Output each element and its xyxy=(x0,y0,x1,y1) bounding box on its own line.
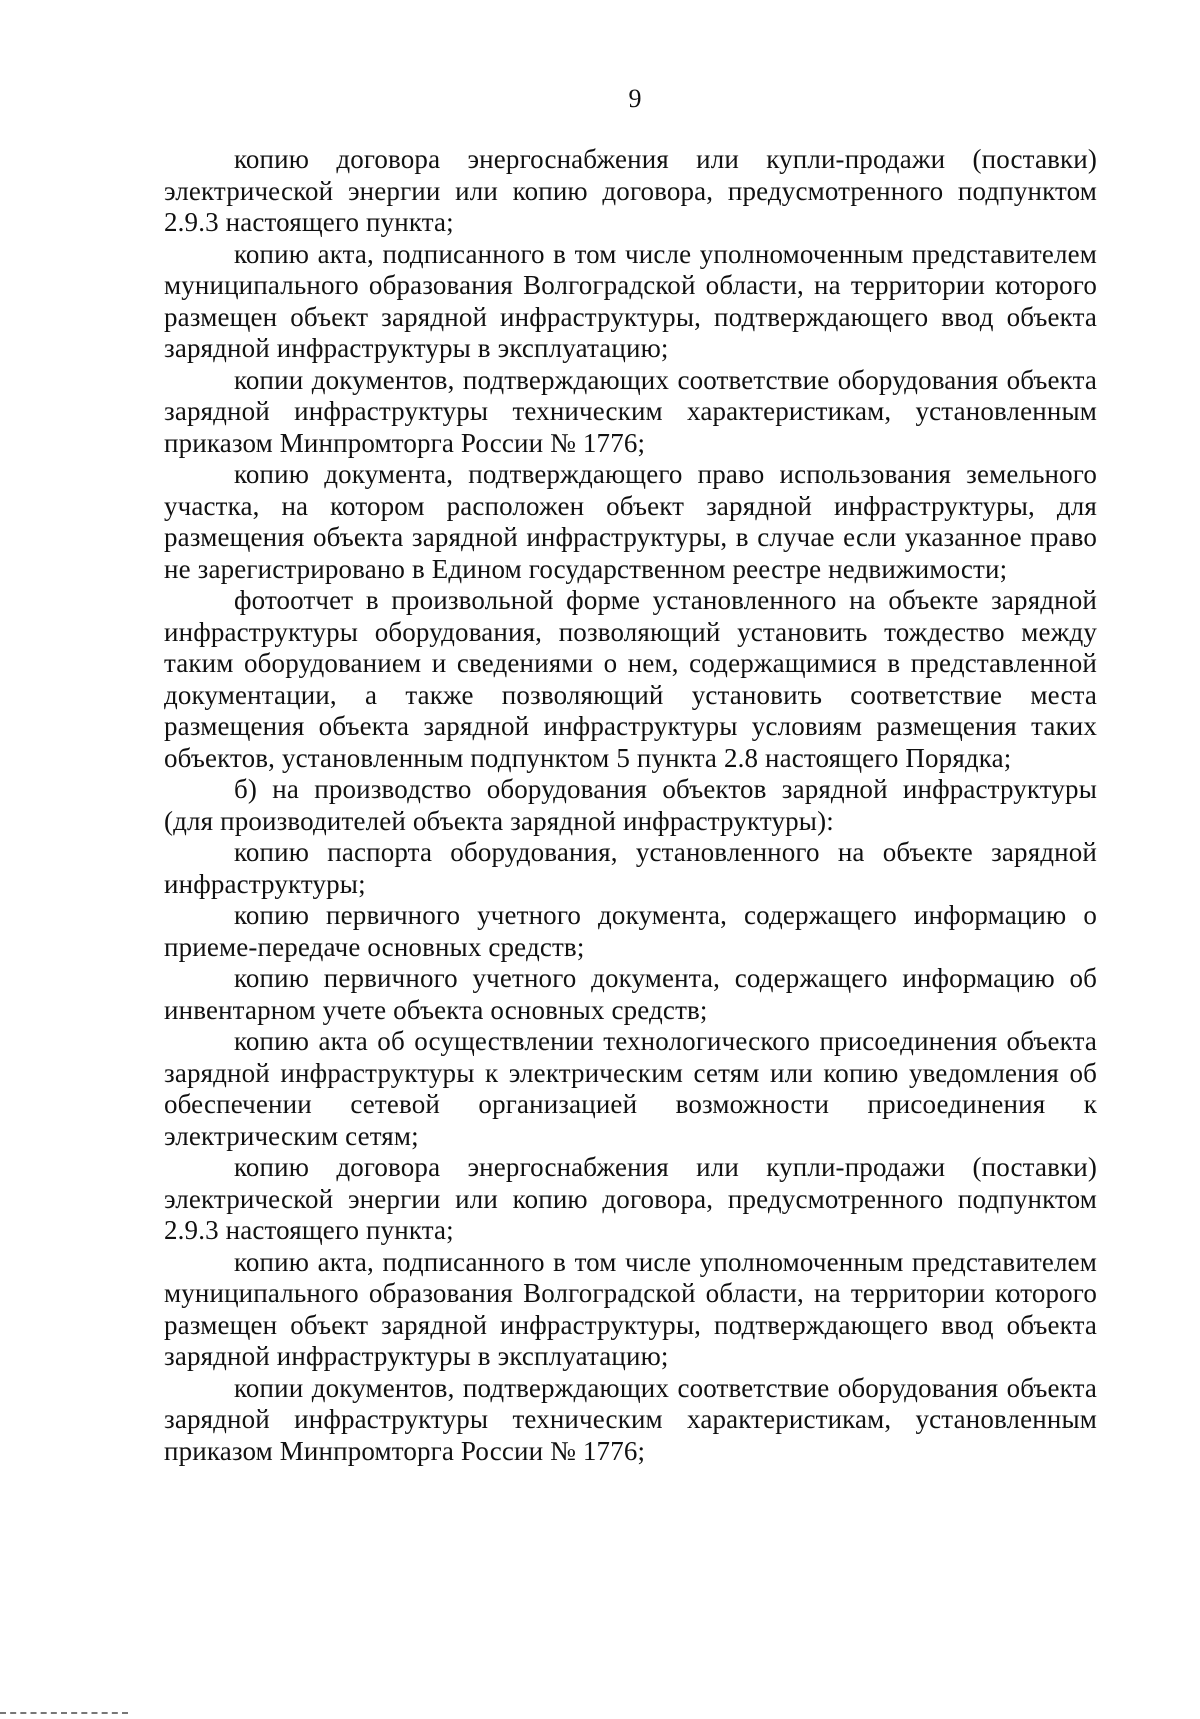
paragraph-inventory-document: копию первичного учетного документа, содержащего информацию об инвентарном учете объекта основных средств; xyxy=(164,963,1097,1025)
paragraph-commissioning-act-1: копию акта, подписанного в том числе уполномоченным представителем муниципального образования Волгоградской области, на территории которого размещен объект зарядной инфраструктуры, подтверждающего ввод объекта зарядной инфраструктуры в эксплуатацию; xyxy=(164,238,1097,363)
paragraph-photo-report: фотоотчет в произвольной форме установленного на объекте зарядной инфраструктуры оборудования, позволяющий установить тождество между таким оборудованием и сведениями о нем, содержащимися в представленной документации, а также позволяющий установить соответствие места размещения объекта зарядной инфраструктуры условиям размещения таких объектов, установленным подпунктом 5 пункта 2.8 настоящего Порядка; xyxy=(164,585,1097,773)
paragraph-land-right-document: копию документа, подтверждающего право использования земельного участка, на котором расположен объект зарядной инфраструктуры, для размещения объекта зарядной инфраструктуры, в случае если указанное право не зарегистрировано в Едином государственном реестре недвижимости; xyxy=(164,459,1097,584)
paragraph-grid-connection-act: копию акта об осуществлении технологического присоединения объекта зарядной инфраструктуры к электрическим сетям или копию уведомления об обеспечении сетевой организацией возможности присоединения к электрическим сетям; xyxy=(164,1026,1097,1151)
paragraph-equipment-passport: копию паспорта оборудования, установленного на объекте зарядной инфраструктуры; xyxy=(164,837,1097,899)
paragraph-equipment-compliance-2: копии документов, подтверждающих соответствие оборудования объекта зарядной инфраструктуры техническим характеристикам, установленным приказом Минпромторга России № 1776; xyxy=(164,1372,1097,1466)
paragraph-energy-contract-2: копию договора энергоснабжения или купли-продажи (поставки) электрической энергии или копию договора, предусмотренного подпунктом 2.9.3 настоящего пункта; xyxy=(164,1152,1097,1245)
page-number: 9 xyxy=(628,84,642,113)
bottom-margin-rule xyxy=(0,1712,128,1714)
paragraph-energy-contract-1: копию договора энергоснабжения или купли-продажи (поставки) электрической энергии или копию договора, предусмотренного подпунктом 2.9.3 настоящего пункта; xyxy=(164,144,1097,237)
paragraph-manufacturing-section: б) на производство оборудования объектов зарядной инфраструктуры (для производителей объекта зарядной инфраструктуры): xyxy=(164,774,1097,836)
paragraph-asset-transfer-document: копию первичного учетного документа, содержащего информацию о приеме-передаче основных средств; xyxy=(164,900,1097,962)
paragraph-equipment-compliance-1: копии документов, подтверждающих соответствие оборудования объекта зарядной инфраструктуры техническим характеристикам, установленным приказом Минпромторга России № 1776; xyxy=(164,364,1097,458)
paragraph-commissioning-act-2: копию акта, подписанного в том числе уполномоченным представителем муниципального образования Волгоградской области, на территории которого размещен объект зарядной инфраструктуры, подтверждающего ввод объекта зарядной инфраструктуры в эксплуатацию; xyxy=(164,1246,1097,1371)
document-body xyxy=(164,144,1097,1467)
